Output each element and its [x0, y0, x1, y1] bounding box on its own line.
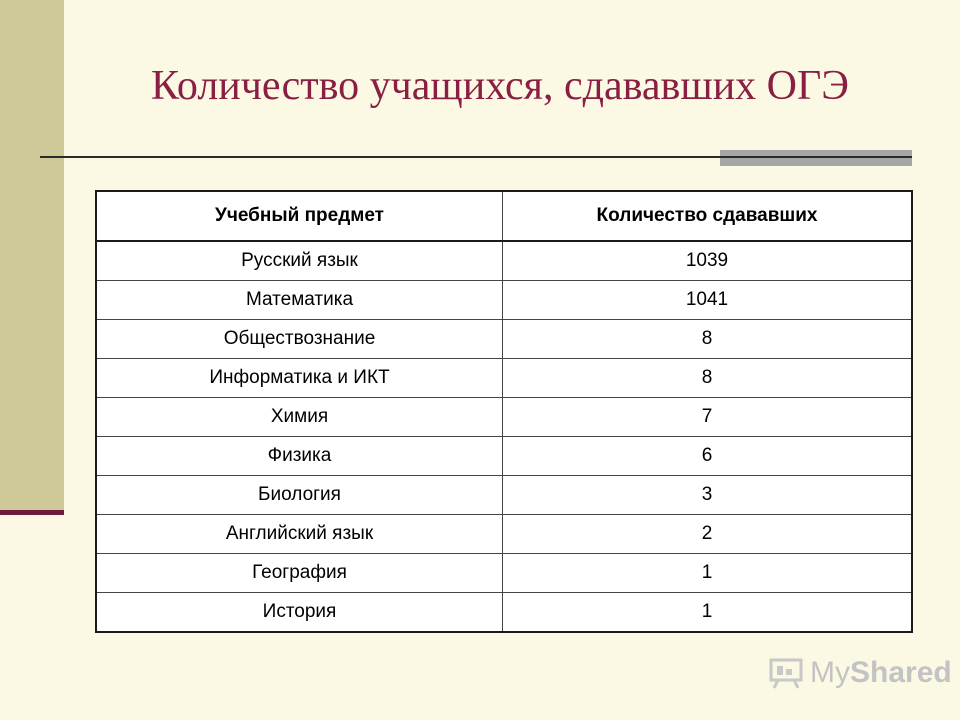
table-row [96, 554, 912, 593]
table-row [96, 515, 912, 554]
cell-subject: Обществознание [96, 320, 503, 359]
table-row [96, 320, 912, 359]
cell-subject: Информатика и ИКТ [96, 359, 503, 398]
slide-title: Количество учащихся, сдававших ОГЭ [150, 63, 850, 109]
side-accent-bar [0, 510, 64, 515]
table-row [96, 398, 912, 437]
table-row [96, 241, 912, 281]
presentation-board-icon [768, 657, 804, 689]
cell-count: 1 [503, 593, 913, 633]
header-count: Количество сдававших [503, 191, 913, 241]
myshared-watermark [768, 656, 952, 690]
cell-count: 2 [503, 515, 913, 554]
cell-subject: Химия [96, 398, 503, 437]
cell-subject: Биология [96, 476, 503, 515]
table-row [96, 281, 912, 320]
table-header-row [96, 191, 912, 241]
cell-subject: Русский язык [96, 241, 503, 281]
cell-count: 8 [503, 359, 913, 398]
cell-count: 6 [503, 437, 913, 476]
cell-count: 8 [503, 320, 913, 359]
cell-subject: География [96, 554, 503, 593]
cell-count: 3 [503, 476, 913, 515]
cell-subject: История [96, 593, 503, 633]
header-subject: Учебный предмет [96, 191, 503, 241]
title-divider-accent [720, 150, 912, 166]
watermark-text-shared: Shared [850, 656, 952, 689]
cell-count: 1039 [503, 241, 913, 281]
cell-subject: Математика [96, 281, 503, 320]
cell-count: 7 [503, 398, 913, 437]
exam-table [95, 190, 913, 633]
table-row [96, 437, 912, 476]
watermark-text-my: My [810, 656, 850, 689]
table-row [96, 593, 912, 633]
cell-count: 1 [503, 554, 913, 593]
cell-subject: Английский язык [96, 515, 503, 554]
cell-subject: Физика [96, 437, 503, 476]
table-row [96, 359, 912, 398]
table-row [96, 476, 912, 515]
cell-count: 1041 [503, 281, 913, 320]
